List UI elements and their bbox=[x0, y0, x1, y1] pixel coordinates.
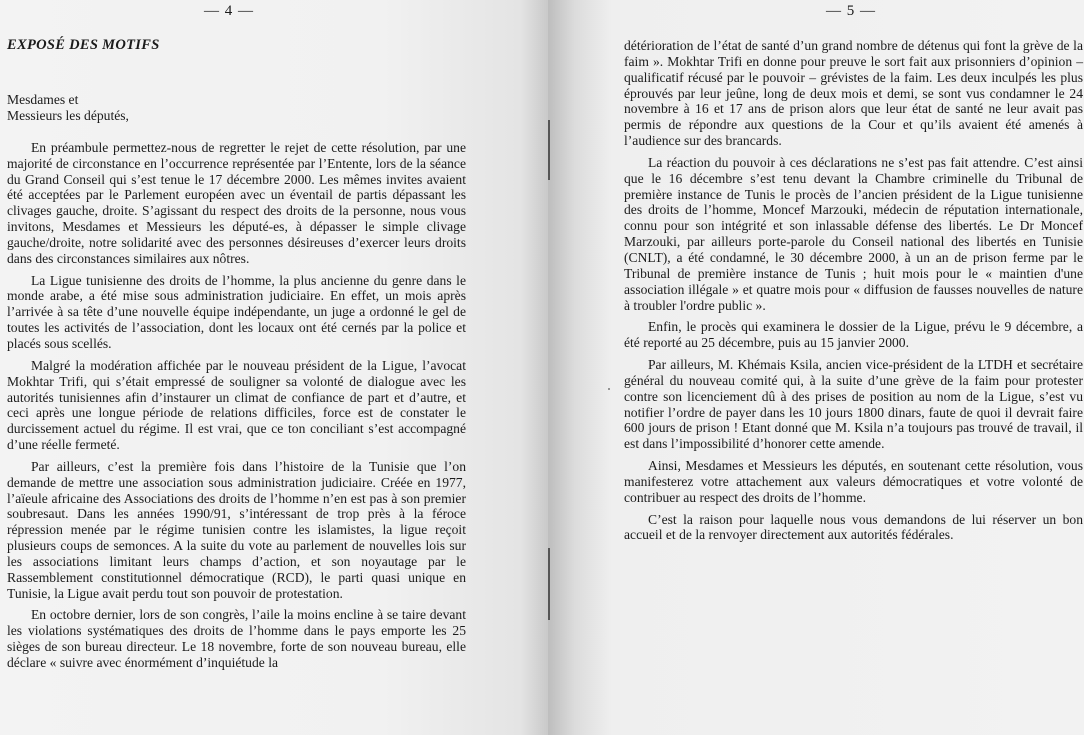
right-page bbox=[548, 0, 1084, 735]
section-heading: EXPOSÉ DES MOTIFS bbox=[7, 37, 160, 53]
paragraph: Par ailleurs, c’est la première fois dans l’histoire de la Tunisie que l’on demande de mettre une association sous administration judiciaire. Créée en 1977, l’aïeule africaine des Associations des droits de l’homme n’en est pas à son premier soubresaut. Dans les années 1990/91, s’intéressant de trop près à la féroce répression menée par le régime tunisien contre les islamistes, la ligue reçoit plusieurs coups de semonces. A la suite du vote au parlement de nouvelles lois sur les associations limitant leurs champs d’action, et son noyautage par le Rassemblement constitutionnel démocratique (RCD), le parti quasi unique en Tunisie, la Ligue avait perdu tout son pouvoir de protestation. bbox=[7, 458, 466, 601]
left-page-text bbox=[7, 34, 466, 677]
paragraph: La réaction du pouvoir à ces déclarations ne s’est pas fait attendre. C’est ainsi que le 16 décembre s’est tenu devant la Chambre criminelle du Tribunal de première instance de Tunis le procès de l’ancien président de la Ligue tunisienne des droits de l’homme, Moncef Marzouki, médecin de réputation internationale, connu pour son intégrité et son inlassable défense des libertés. Le Dr Moncef Marzouki, par ailleurs porte-parole du Conseil national des libertés en Tunisie (CNLT), a été condamné, le 30 décembre 2000, à un an de prison ferme par le Tribunal de première instance de Tunis ; huit mois pour le « maintien d'une association illégale » et quatre mois pour « diffusion de fausses nouvelles de nature à troubler l'ordre public ». bbox=[624, 154, 1083, 313]
paragraph: La Ligue tunisienne des droits de l’homme, la plus ancienne du genre dans le monde arabe, a été mise sous administration judiciaire. En effet, un mois après l’arrivée à sa tête d’une nouvelle équipe indépendante, un juge a ordonné le gel de toutes les activités de l’association, dont les locaux ont été cernés par la police et placés sous scellés. bbox=[7, 272, 466, 351]
salutation-line-2: Messieurs les députés, bbox=[7, 107, 129, 123]
page-number-right: — 5 — bbox=[826, 3, 876, 19]
salutation-line-1: Mesdames et bbox=[7, 91, 79, 107]
paragraph: Malgré la modération affichée par le nouveau président de la Ligue, l’avocat Mokhtar Trifi, qui s’était empressé de souligner sa volonté de dialogue avec les autorités tunisiennes afin d’instaurer un climat de confiance de part et d’autre, et ceci après une longue période de relations difficiles, force est de constater le durcissement actuel du régime. Il est vrai, que ce ton conciliant s’est accompagné d’une réelle fermeté. bbox=[7, 357, 466, 453]
right-page-text bbox=[624, 38, 1083, 549]
binding-mark bbox=[548, 548, 553, 620]
paragraph: En octobre dernier, lors de son congrès, l’aile la moins encline à se taire devant les violations systématiques des droits de l’homme dans le pays emporte les 25 sièges de son bureau directeur. Le 18 novembre, forte de son nouveau bureau, elle déclare « suivre avec énormément d’inquiétude la bbox=[7, 607, 466, 670]
paper-speck bbox=[608, 388, 610, 390]
binding-mark bbox=[548, 120, 553, 180]
salutation bbox=[7, 92, 466, 124]
paragraph: Ainsi, Mesdames et Messieurs les députés, en soutenant cette résolution, vous manifesterez votre attachement aux valeurs démocratiques et votre volonté de contribuer au respect des droits de l’homme. bbox=[624, 458, 1083, 505]
paragraph: Par ailleurs, M. Khémais Ksila, ancien vice-président de la LTDH et secrétaire général du nouveau comité qui, à la suite d’une grève de la faim pour protester contre son licenciement dû à des prises de position au nom de la Ligue, s’est vu notifier l’ordre de payer dans les 10 jours 1800 dinars, faute de quoi il devrait faire 600 jours de prison ! Etant donné que M. Ksila n’a toujours pas trouvé de travail, il est dans l’impossibilité d’honorer cette amende. bbox=[624, 357, 1083, 452]
paragraph: Enfin, le procès qui examinera le dossier de la Ligue, prévu le 9 décembre, a été reporté au 25 décembre, puis au 15 janvier 2000. bbox=[624, 319, 1083, 351]
page-number-left: — 4 — bbox=[204, 3, 254, 19]
paragraph: C’est la raison pour laquelle nous vous demandons de lui réserver un bon accueil et de la renvoyer directement aux autorités fédérales. bbox=[624, 511, 1083, 543]
paragraph: détérioration de l’état de santé d’un grand nombre de détenus qui font la grève de la faim ». Mokhtar Trifi en donne pour preuve le sort fait aux prisonniers d’opinion – qualificatif récusé par le pouvoir – grévistes de la faim. Les deux inculpés les plus éprouvés par leur jeûne, long de deux mois et demi, se sont vus condamner le 24 novembre à 16 et 17 ans de prison alors que leur état de santé ne leur avait pas permis de répondre aux questions de la Cour et qu’ils avaient été amenés à l’audience sur des brancards. bbox=[624, 38, 1083, 149]
paragraph: En préambule permettez-nous de regretter le rejet de cette résolution, par une majorité de circonstance en l’occurrence représentée par l’Entente, lors de la séance du Grand Conseil qui s’est tenue le 17 décembre 2000. Les mêmes invites avaient été acceptées par le Parlement européen avec un éventail de partis dépassant les clivages gauche, droite. S’agissant du respect des droits de la personne, nous vous invitons, Mesdames et Messieurs les député-es, à dépasser le simple clivage gauche/droite, notre solidarité avec des personnes désireuses d’exercer leurs droits dans des circonstances similaires aux nôtres. bbox=[7, 139, 466, 266]
